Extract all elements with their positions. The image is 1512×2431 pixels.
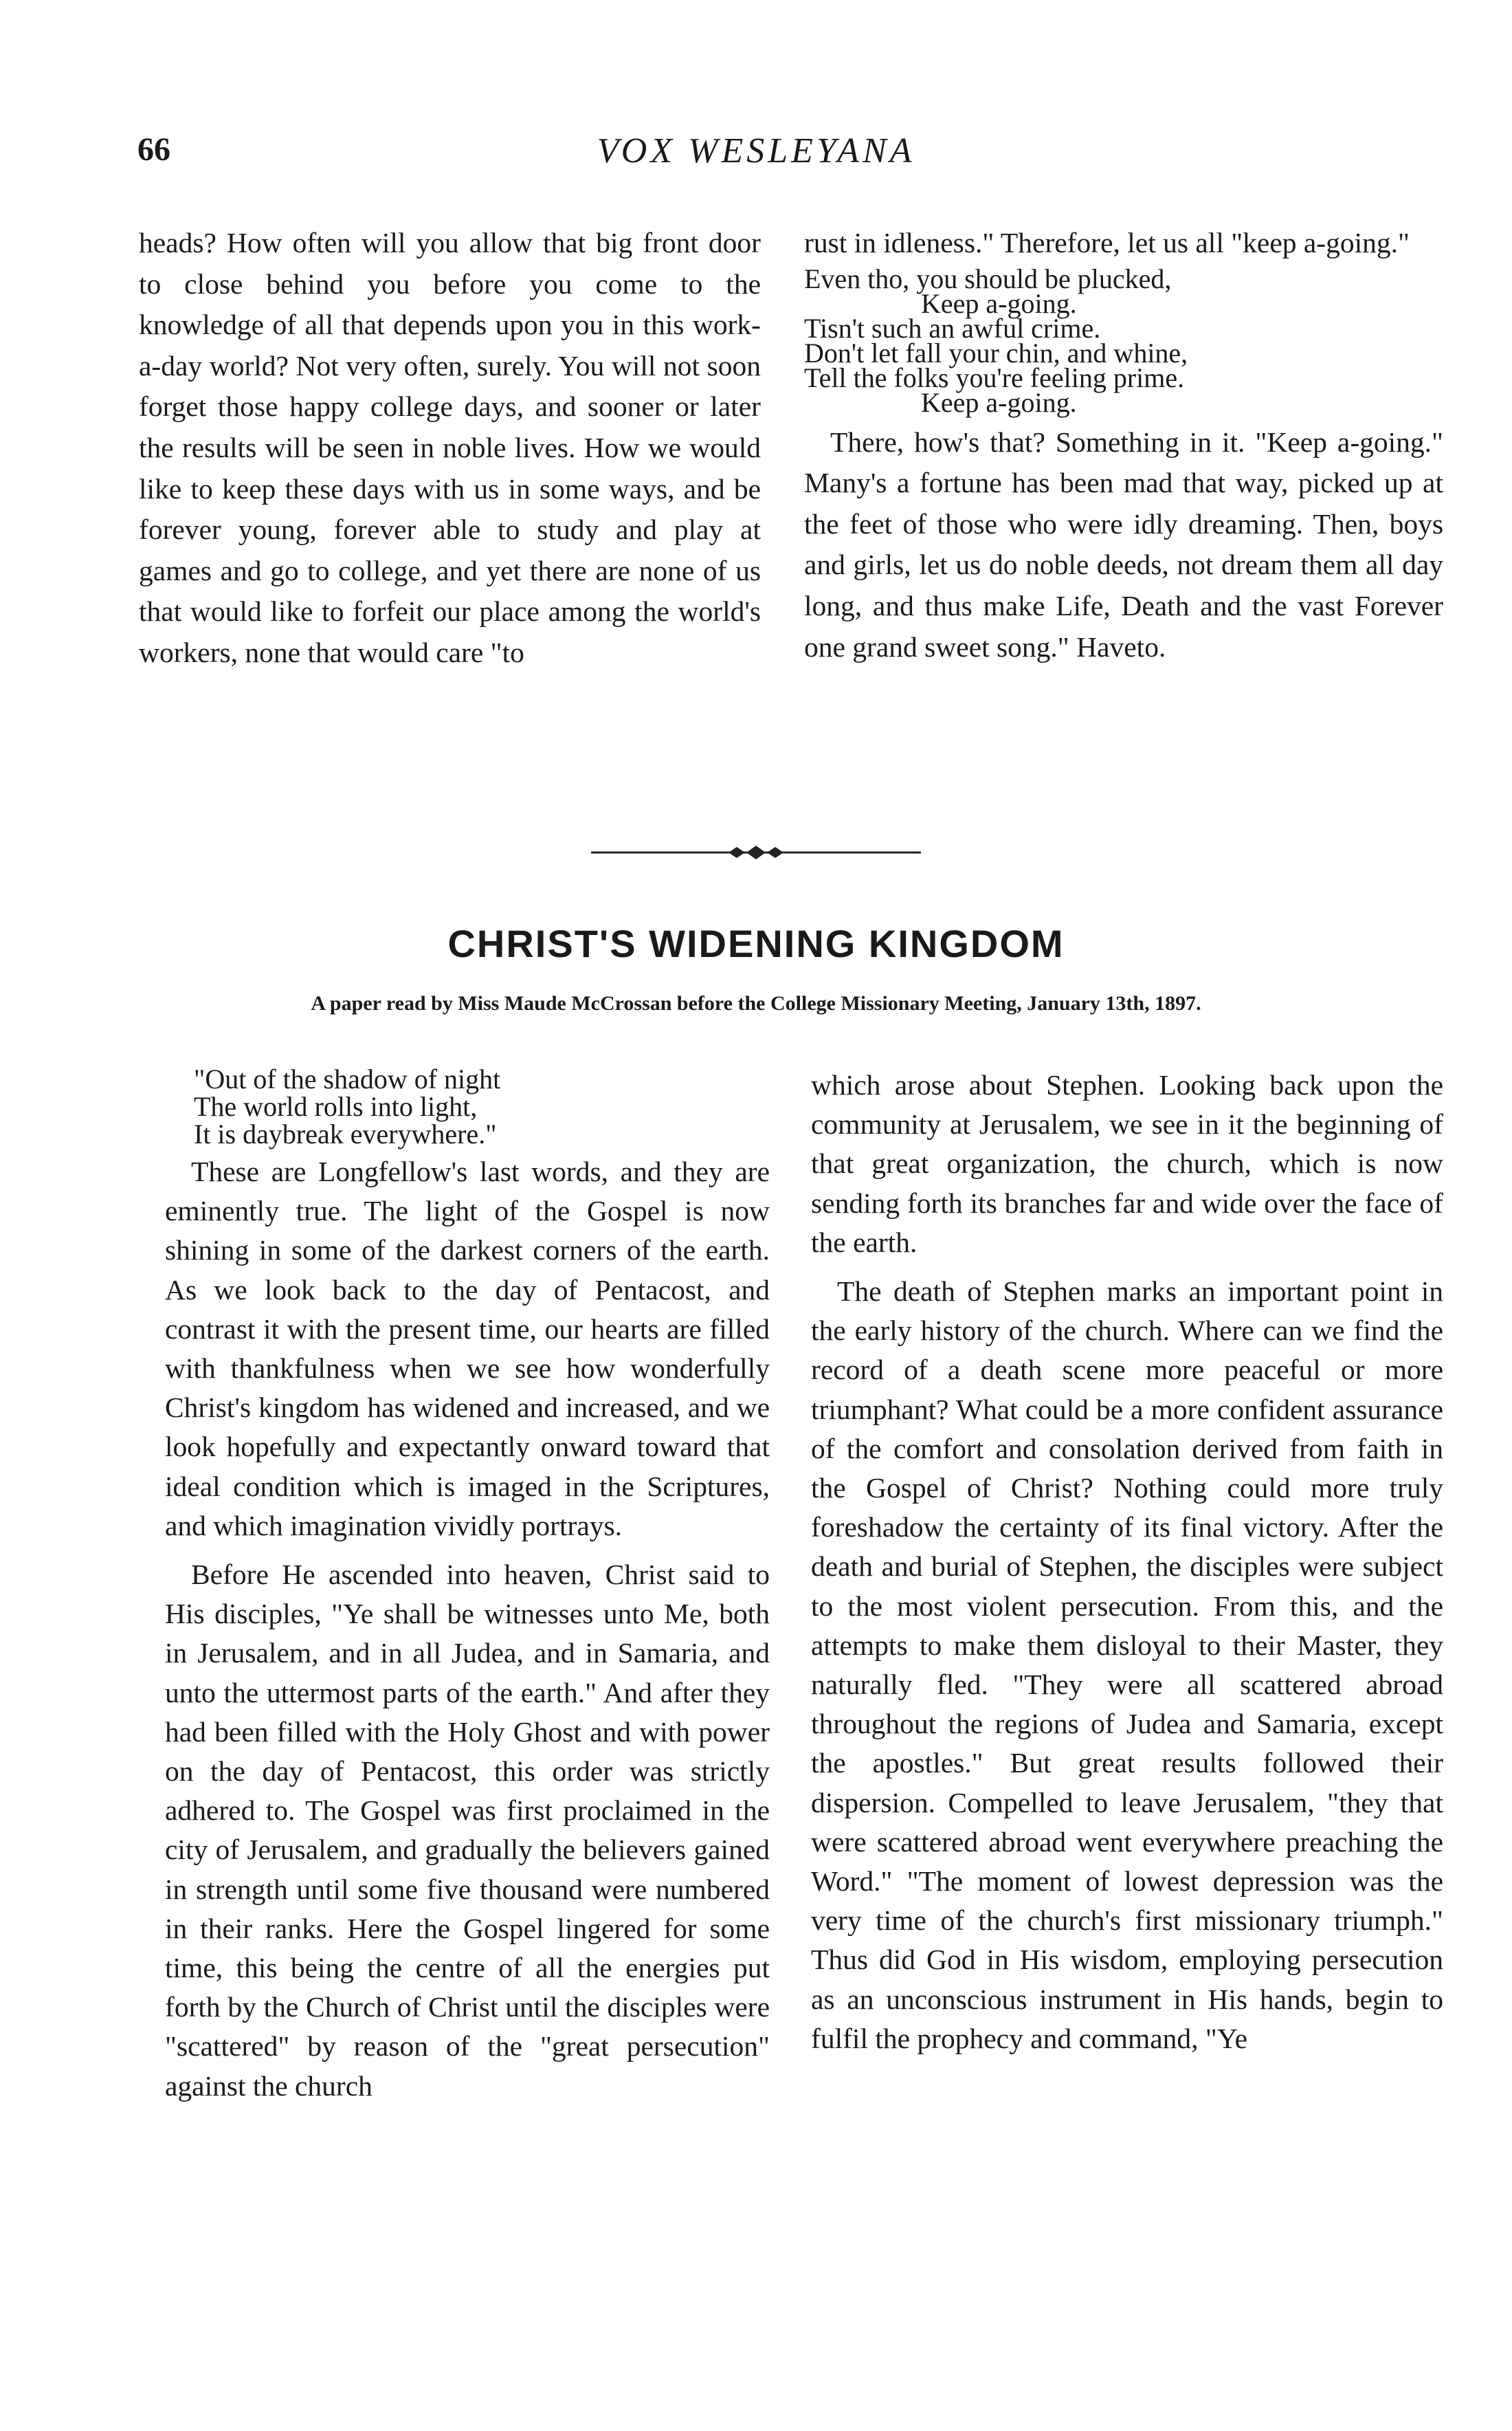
article-subtitle: A paper read by Miss Maude McCrossan before the College Missionary Meeting, January 13th, 1897.	[311, 992, 1201, 1015]
ornament-divider-icon	[591, 844, 921, 861]
column-bottom-right	[811, 1066, 1443, 2058]
verse-line: Keep a-going.	[921, 386, 1077, 418]
verse-line: It is daybreak everywhere."	[194, 1119, 497, 1150]
verse-line: The world rolls into light,	[194, 1091, 478, 1122]
verse-line: Don't let fall your chin, and whine,	[804, 337, 1188, 368]
epigraph	[194, 1066, 770, 1148]
running-head	[137, 131, 1375, 186]
paragraph: These are Longfellow's last words, and they are eminently true. The light of the Gospel is now shining in some of the darkest corners of the earth. As we look back to the day of Pentacost, and contrast it with the present time, our hearts are filled with thankfulness when we see how wonderfully Christ's kingdom has widened and increased, and we look hopefully and expectantly onward toward that ideal condition which is imaged in the Scriptures, and which imagination vividly portrays.	[165, 1156, 770, 1541]
column-top-right	[804, 223, 1443, 668]
verse-line: Even tho, you should be plucked,	[804, 263, 1172, 294]
paragraph: rust in idleness." Therefore, let us all "keep a-going."	[804, 227, 1410, 258]
verse-line: Tisn't such an awful crime.	[804, 312, 1101, 344]
verse-line: "Out of the shadow of night	[194, 1064, 501, 1094]
paragraph: Before He ascended into heaven, Christ said to His disciples, "Ye shall be witnesses unto Me, both in Jerusalem, and in all Judea, and in Samaria, and unto the uttermost parts of the earth." And after they had been filled with the Holy Ghost and with power on the day of Pentacost, this order was strictly adhered to. The Gospel was first proclaimed in the city of Jerusalem, and gradually the believers gained in strength until some five thousand were numbered in their ranks. Here the Gospel lingered for some time, this being the centre of all the energies put forth by the Church of Christ until the disciples were "scattered" by reason of the "great persecution" against the church	[165, 1559, 770, 2102]
article-title: CHRIST'S WIDENING KINGDOM	[447, 922, 1065, 965]
verse-block	[804, 263, 1443, 418]
page-number: 66	[137, 131, 170, 168]
paragraph: There, how's that? Something in it. "Keep a-going." Many's a fortune has been mad that way, picked up at the feet of those who were idly dreaming. Then, boys and girls, let us do noble deeds, not dream them all day long, and thus make Life, Death and the vast Forever one grand sweet song." Haveto.	[804, 426, 1443, 663]
journal-title: VOX WESLEYANA	[597, 131, 915, 170]
paragraph: The death of Stephen marks an important point in the early history of the church. Where can we find the record of a death scene more peaceful or more triumphant? What could be a more confident assurance of the comfort and consolation derived from faith in the Gospel of Christ? Nothing could more truly foreshadow the certainty of its final victory. After the death and burial of Stephen, the disciples were subject to the most violent persecution. From this, and the attempts to make them disloyal to their Master, they naturally fled. "They were all scattered abroad throughout the regions of Judea and Samaria, except the apostles." But great results followed their dispersion. Compelled to leave Jerusalem, "they that were scattered abroad went everywhere preaching the Word." "The moment of lowest depression was the very time of the church's first missionary triumph." Thus did God in His wisdom, employing persecution as an unconscious instrument in His hands, begin to fulfil the prophecy and command, "Ye	[811, 1275, 1443, 2054]
column-bottom-left	[165, 1066, 770, 2106]
verse-line: Keep a-going.	[921, 287, 1077, 319]
column-top-left	[139, 223, 761, 674]
section-divider	[0, 844, 1512, 861]
paragraph: which arose about Stephen. Looking back upon the community at Jerusalem, we see in it the beginning of that great organization, the church, which is now sending forth its branches far and wide over the face of the earth.	[811, 1069, 1443, 1258]
verse-line: Tell the folks you're feeling prime.	[804, 362, 1185, 393]
paragraph: heads? How often will you allow that big front door to close behind you before you come to the knowledge of all that depends upon you in this work-a-day world? Not very often, surely. You will not soon forget those happy college days, and sooner or later the results will be seen in noble lives. How we would like to keep these days with us in some ways, and be forever young, forever able to study and play at games and go to college, and yet there are none of us that would like to forfeit our place among the world's workers, none that would care "to	[139, 227, 761, 668]
